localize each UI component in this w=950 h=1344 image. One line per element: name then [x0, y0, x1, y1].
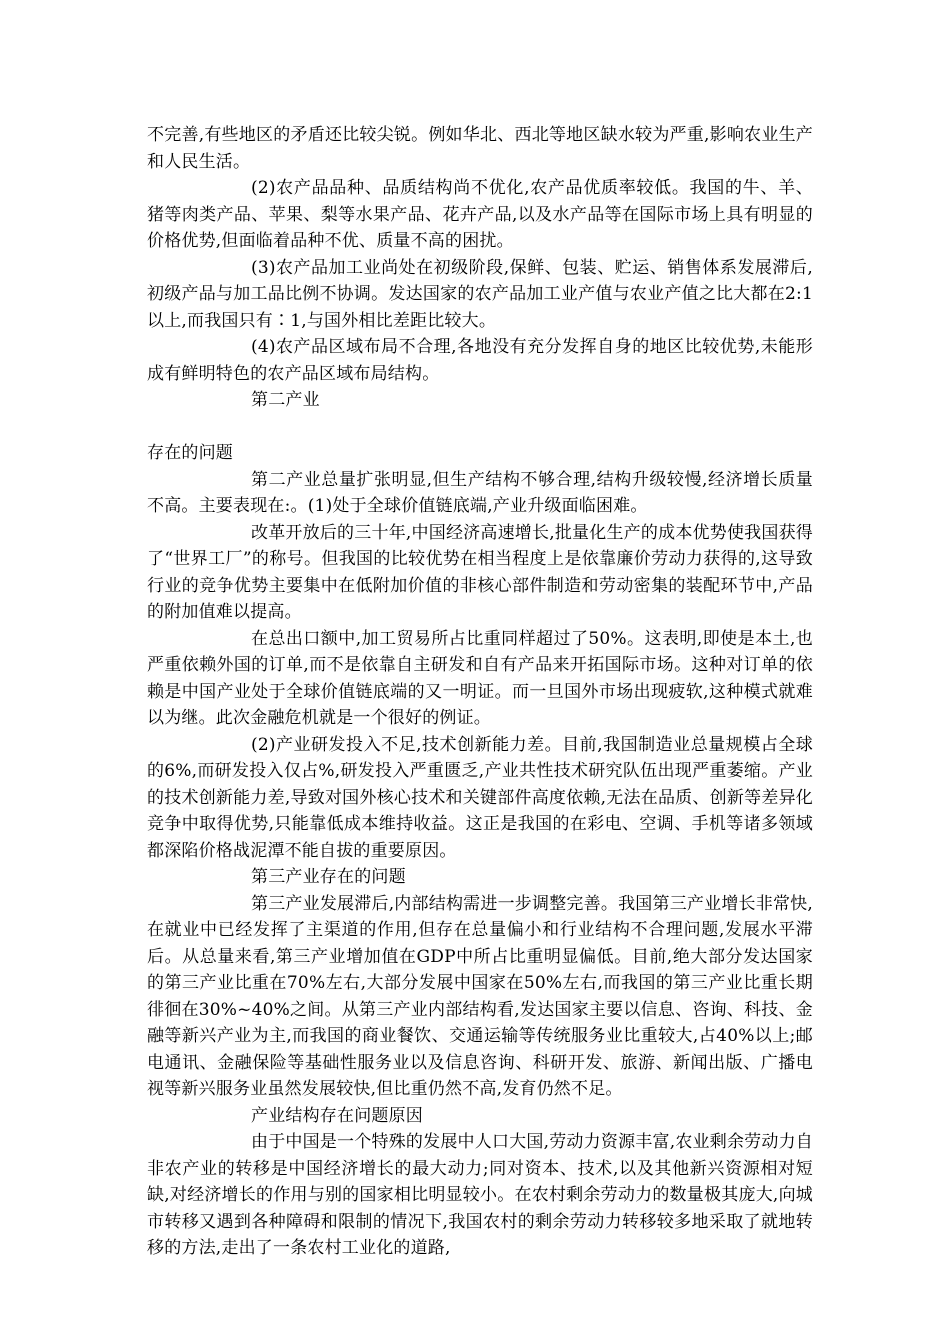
paragraph-regional-layout: (4)农产品区域布局不合理,各地没有充分发挥自身的地区比较优势,未能形成有鲜明特色的农产品区域布局结构。 [147, 337, 813, 384]
paragraph-processing-trade: 在总出口额中,加工贸易所占比重同样超过了50%。这表明,即使是本土,也严重依赖外国的订单,而不是依靠自主研发和自有产品来开拓国际市场。这种对订单的依赖是中国产业处于全球价值链底端的又一明证。而一旦国外市场出现疲软,这种模式就难以为继。此次金融危机就是一个很好的例证。 [147, 628, 813, 728]
document-body [147, 122, 813, 1262]
paragraph-processing-industry: (3)农产品加工业尚处在初级阶段,保鲜、包装、贮运、销售体系发展滞后,初级产品与加工品比例不协调。发达国家的农产品加工业产值与农业产值之比大都在2:1以上,而我国只有∶1,与国外相比差距比较大。 [147, 257, 813, 331]
blank-line [147, 414, 813, 441]
heading-tertiary-problems: 第三产业存在的问题 [251, 867, 406, 887]
paragraph-rd-investment: (2)产业研发投入不足,技术创新能力差。目前,我国制造业总量规模占全球的6%,而研发投入仅占%,研发投入严重匮乏,产业共性技术研究队伍出现严重萎缩。产业的技术创新能力差,导致对国外核心技术和关键部件高度依赖,无法在品质、创新等差异化竞争中取得优势,只能靠低成本维持收益。这正是我国的在彩电、空调、手机等诸多领域都深陷价格战泥潭不能自拔的重要原因。 [147, 734, 813, 861]
heading-secondary-industry: 第二产业 [251, 390, 320, 410]
paragraph-tertiary-overview: 第三产业发展滞后,内部结构需进一步调整完善。我国第三产业增长非常快,在就业中已经发挥了主渠道的作用,但存在总量偏小和行业结构不合理问题,发展水平滞后。从总量来看,第三产业增加值在GDP中所占比重明显偏低。目前,绝大部分发达国家的第三产业比重在70%左右,大部分发展中国家在50%左右,而我国的第三产业比重长期徘徊在30%~40%之间。从第三产业内部结构看,发达国家主要以信息、咨询、科技、金融等新兴产业为主,而我国的商业餐饮、交通运输等传统服务业比重较大,占40%以上;邮电通讯、金融保险等基础性服务业以及信息咨询、科研开发、旅游、新闻出版、广播电视等新兴服务业虽然发展较快,但比重仍然不高,发育仍然不足。 [147, 893, 813, 1099]
paragraph-secondary-overview: 第二产业总量扩张明显,但生产结构不够合理,结构升级较慢,经济增长质量不高。主要表现在:。(1)处于全球价值链底端,产业升级面临困难。 [147, 469, 813, 516]
paragraph-labor-transfer: 由于中国是一个特殊的发展中人口大国,劳动力资源丰富,农业剩余劳动力自非农产业的转移是中国经济增长的最大动力;同对资本、技术,以及其他新兴资源相对短缺,对经济增长的作用与别的国家相比明显较小。在农村剩余劳动力的数量极其庞大,向城市转移又遇到各种障碍和限制的情况下,我国农村的剩余劳动力转移较多地采取了就地转移的方法,走出了一条农村工业化的道路, [147, 1132, 813, 1258]
paragraph-world-factory: 改革开放后的三十年,中国经济高速增长,批量化生产的成本优势使我国获得了“世界工厂”的称号。但我国的比较优势在相当程度上是依靠廉价劳动力获得的,这导致行业的竞争优势主要集中在低附加价值的非核心部件制造和劳动密集的装配环节中,产品的附加值难以提高。 [147, 522, 813, 622]
paragraph-water-shortage: 不完善,有些地区的矛盾还比较尖锐。例如华北、西北等地区缺水较为严重,影响农业生产和人民生活。 [147, 125, 813, 172]
heading-problem-causes: 产业结构存在问题原因 [251, 1105, 423, 1126]
heading-existing-problems: 存在的问题 [147, 443, 233, 463]
paragraph-product-variety: (2)农产品品种、品质结构尚不优化,农产品优质率较低。我国的牛、羊、猪等肉类产品、苹果、梨等水果产品、花卉产品,以及水产品等在国际市场上具有明显的价格优势,但面临着品种不优、质量不高的困扰。 [147, 178, 813, 251]
